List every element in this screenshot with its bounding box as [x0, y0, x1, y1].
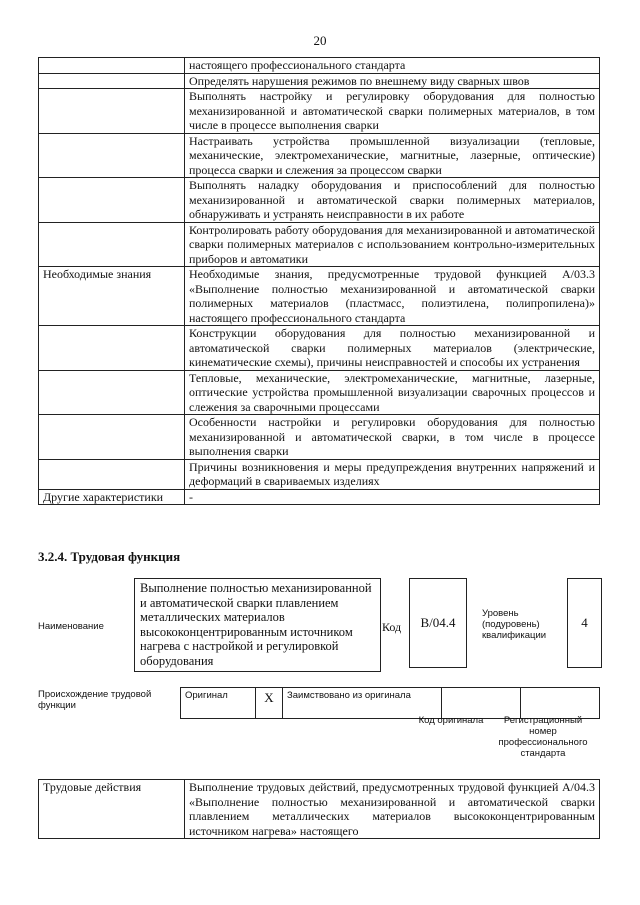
actions-text: Выполнение трудовых действий, предусмотренных трудовой функцией А/04.3 «Выполнение полностью механизированной и автоматической сварки плавлением металлических материалов высококонцентрированным источником нагрева» настоящего	[185, 780, 600, 839]
row-text: настоящего профессионального стандарта	[185, 58, 600, 74]
table-row	[39, 89, 600, 134]
table-row	[39, 415, 600, 460]
actions-table	[38, 779, 600, 839]
row-label	[39, 89, 185, 134]
row-text: Особенности настройки и регулировки оборудования для полностью механизированной и автоматической сварки, в том числе в процессе выполнения сварки	[185, 415, 600, 460]
table-row	[39, 73, 600, 89]
table-row	[39, 489, 600, 505]
function-name-box: Выполнение полностью механизированной и автоматической сварки плавлением металлических материалов высококонцентрированным источником нагрева с настройкой и регулировкой оборудования	[134, 578, 381, 672]
table-row	[39, 133, 600, 178]
original-mark: X	[256, 688, 283, 719]
table-row	[39, 459, 600, 489]
table-row	[39, 267, 600, 326]
row-text: Тепловые, механические, электромеханические, магнитные, лазерные, оптические устройства промышленной визуализации сварочных процессов и слежения за сварочными процессами	[185, 370, 600, 415]
name-label: Наименование	[38, 621, 104, 632]
row-text: Настраивать устройства промышленной визуализации (тепловые, механические, электромеханические, магнитные, лазерные, оптические) процесса сварки и слежения за процессом сварки	[185, 133, 600, 178]
row-label	[39, 222, 185, 267]
row-label	[39, 73, 185, 89]
code-original-cell	[442, 688, 521, 719]
row-label	[39, 133, 185, 178]
original-cell	[181, 688, 256, 719]
row-label	[39, 415, 185, 460]
reg-number-caption: Регистрационный номер профессионального стандарта	[498, 715, 588, 759]
original-label: Оригинал	[185, 690, 228, 701]
actions-label: Трудовые действия	[39, 780, 185, 839]
row-label	[39, 326, 185, 371]
code-value: B/04.4	[409, 578, 467, 668]
row-text: Конструкции оборудования для полностью механизированной и автоматической сварки полимерных материалов (электрические, кинематические схемы), причины неисправностей и способы их устранения	[185, 326, 600, 371]
row-label	[39, 178, 185, 223]
page-number: 20	[313, 33, 327, 48]
row-text: Выполнять настройку и регулировку оборудования для полностью механизированной и автоматической сварки полимерных материалов, в том числе в процессе выполнения сварки	[185, 89, 600, 134]
reg-number-cell	[521, 688, 600, 719]
row-text: Определять нарушения режимов по внешнему виду сварных швов	[185, 73, 600, 89]
code-label: Код	[382, 620, 402, 634]
row-label	[39, 58, 185, 74]
row-text: Причины возникновения и меры предупреждения внутренних напряжений и деформаций в свариваемых изделиях	[185, 459, 600, 489]
level-label: Уровень (подуровень) квалификации	[482, 608, 547, 641]
row-label: Необходимые знания	[39, 267, 185, 326]
requirements-table	[38, 57, 600, 505]
row-text: -	[185, 489, 600, 505]
row-label	[39, 459, 185, 489]
table-row	[39, 178, 600, 223]
row-label	[39, 370, 185, 415]
row-text: Необходимые знания, предусмотренные трудовой функцией А/03.3 «Выполнение полностью механизированной и автоматической сварки полимерных материалов (пластмасс, полиэтилена, полипропилена)» настоящего профессионального стандарта	[185, 267, 600, 326]
code-original-caption: Код оригинала	[418, 715, 484, 726]
table-row	[39, 780, 600, 839]
table-row	[39, 58, 600, 74]
table-row	[39, 370, 600, 415]
table-row	[39, 326, 600, 371]
section-title: 3.2.4. Трудовая функция	[38, 549, 181, 564]
level-value: 4	[567, 578, 602, 668]
row-text: Контролировать работу оборудования для механизированной и автоматической сварки полимерных материалов с использованием контрольно-измерительных приборов и автоматики	[185, 222, 600, 267]
origin-label: Происхождение трудовой функции	[38, 689, 152, 711]
borrowed-label: Заимствовано из оригинала	[283, 688, 442, 719]
row-text: Выполнять наладку оборудования и приспособлений для полностью механизированной и автоматической сварки полимерных материалов, обнаруживать и устранять неисправности в их работе	[185, 178, 600, 223]
row-label: Другие характеристики	[39, 489, 185, 505]
table-row	[39, 222, 600, 267]
